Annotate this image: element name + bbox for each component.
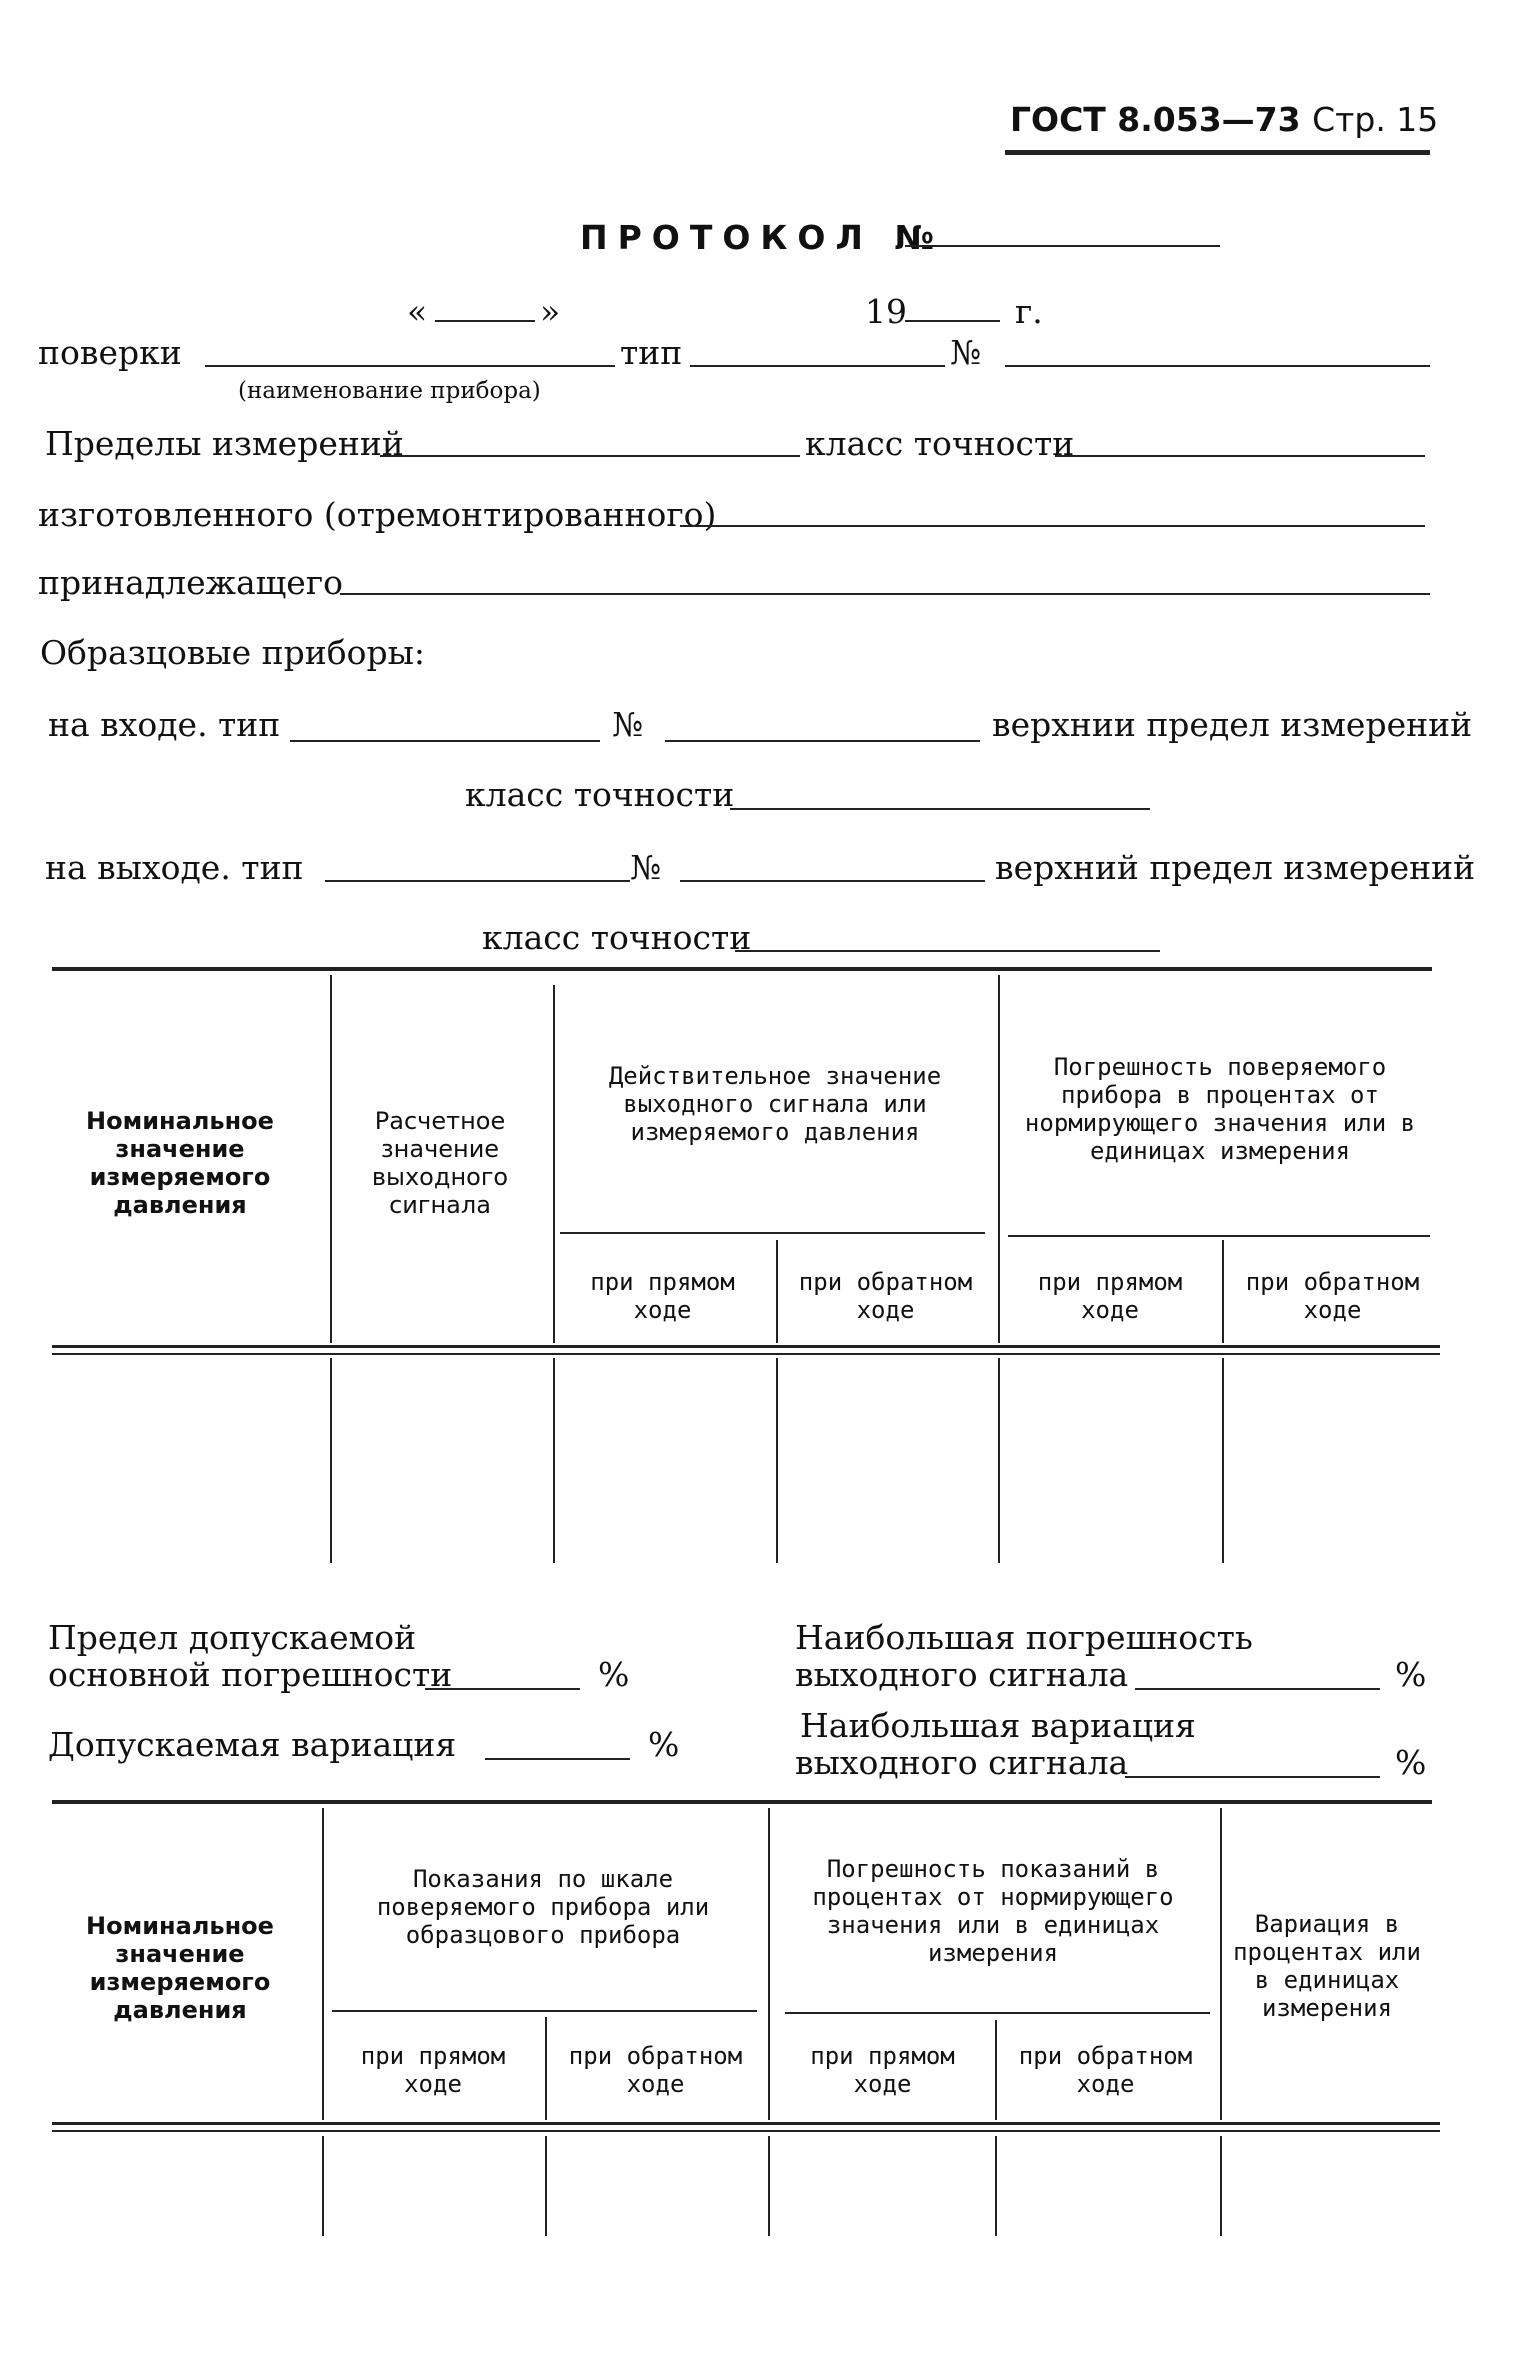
table2-sub-forward-1: при прямом ходе: [360, 2042, 506, 2098]
table1-sub-reverse-1: при обратном ходе: [798, 1268, 973, 1324]
table2-body-divider: [1220, 2136, 1222, 2236]
table2-divider: [768, 1808, 770, 2120]
limit-value-line[interactable]: [425, 1688, 580, 1690]
table2-sub-reverse-2: при обратном ходе: [1018, 2042, 1193, 2098]
variation-unit: %: [648, 1725, 680, 1764]
reference-devices-label: Образцовые приборы:: [40, 633, 426, 672]
manufactured-line[interactable]: [680, 525, 1425, 527]
output-type-line[interactable]: [325, 880, 630, 882]
accuracy-class-line[interactable]: [1055, 455, 1425, 457]
table2-col-readings: Показания по шкале поверяемого прибора или образцового прибора: [376, 1865, 710, 1949]
table2-sub-forward-2: при прямом ходе: [810, 2042, 955, 2098]
table2-header-bottom-rule: [52, 2130, 1440, 2132]
table1-sub-reverse-2: при обратном ходе: [1245, 1268, 1420, 1324]
table2-divider: [322, 1808, 324, 2120]
table1-divider: [1222, 1240, 1224, 1343]
number-line[interactable]: [1005, 365, 1430, 367]
table1-subheader-rule: [560, 1232, 985, 1234]
table2-col-variation: Вариация в процентах или в единицах измерения: [1233, 1910, 1421, 2022]
variation-label: Допускаемая вариация: [48, 1725, 457, 1764]
table1-col-calculated: Расчетное значение выходного сигнала: [371, 1107, 509, 1219]
max-error-label-line2: выходного сигнала: [795, 1655, 1129, 1694]
input-type-label: на входе. тип: [48, 705, 281, 744]
max-error-unit: %: [1395, 1655, 1427, 1694]
table2-subheader-rule: [332, 2010, 757, 2012]
limit-unit: %: [598, 1655, 630, 1694]
output-number-line[interactable]: [680, 880, 985, 882]
table1-subheader-rule: [1008, 1235, 1430, 1237]
table1-body-divider: [998, 1358, 1000, 1563]
table1-sub-forward-2: при прямом ходе: [1037, 1268, 1183, 1324]
header-rule: [1005, 150, 1430, 155]
table1-col-error: Погрешность поверяемого прибора в процентах от нормирующего значения или в единицах измерения: [1024, 1053, 1416, 1165]
input-type-line[interactable]: [290, 740, 600, 742]
table2-top-rule: [52, 1800, 1432, 1804]
table1-header-bottom-rule: [52, 1353, 1440, 1355]
table2-divider: [545, 2017, 547, 2120]
table2-sub-reverse-1: при обратном ходе: [568, 2042, 743, 2098]
table1-body-divider: [553, 1358, 555, 1563]
year-line[interactable]: [905, 320, 1000, 322]
max-variation-label-line2: выходного сигнала: [795, 1743, 1129, 1782]
table1-top-rule: [52, 967, 1432, 971]
measurement-limits-line[interactable]: [380, 455, 800, 457]
document-header: [1010, 100, 1438, 139]
verification-label: поверки: [38, 333, 182, 372]
input-accuracy-line[interactable]: [730, 808, 1150, 810]
date-day-line[interactable]: [435, 320, 535, 322]
belonging-label: принадлежащего: [38, 563, 343, 602]
type-line[interactable]: [690, 365, 945, 367]
type-label: тип: [620, 333, 683, 372]
date-open-quote: «: [407, 292, 428, 331]
year-prefix: 19: [865, 292, 907, 331]
table1-divider: [998, 975, 1000, 1343]
limit-label-line2: основной погрешности: [48, 1655, 453, 1694]
table2-body-divider: [768, 2136, 770, 2236]
measurement-limits-label: Пределы измерений: [45, 424, 404, 463]
max-variation-label-line1: Наибольшая вариация: [800, 1706, 1196, 1745]
max-error-label-line1: Наибольшая погрешность: [795, 1618, 1253, 1657]
table2-body-divider: [995, 2136, 997, 2236]
table1-divider: [330, 975, 332, 1343]
protocol-title: ПРОТОКОЛ №: [580, 218, 945, 257]
year-suffix: г.: [1015, 292, 1043, 331]
output-accuracy-label: класс точности: [482, 918, 752, 957]
device-name-caption: (наименование прибора): [238, 378, 541, 404]
max-variation-value-line[interactable]: [1125, 1776, 1380, 1778]
belonging-line[interactable]: [340, 593, 1430, 595]
table1-col-nominal: Номинальное значение измеряемого давления: [86, 1107, 274, 1219]
table1-header-bottom-rule: [52, 1345, 1440, 1348]
accuracy-class-label: класс точности: [805, 424, 1075, 463]
page-number: Стр. 15: [1312, 100, 1439, 139]
output-accuracy-line[interactable]: [735, 950, 1160, 952]
manufactured-label: изготовленного (отремонтированного): [38, 495, 717, 534]
table2-subheader-rule: [785, 2012, 1210, 2014]
date-close-quote: »: [540, 292, 561, 331]
gost-code: ГОСТ 8.053—73: [1010, 100, 1301, 139]
output-upper-limit-label: верхний предел измерений: [995, 848, 1476, 887]
table1-divider: [553, 985, 555, 1343]
output-type-label: на выходе. тип: [45, 848, 304, 887]
table1-sub-forward-1: при прямом ходе: [590, 1268, 735, 1324]
number-label: №: [950, 333, 982, 372]
table1-body-divider: [1222, 1358, 1224, 1563]
variation-value-line[interactable]: [485, 1758, 630, 1760]
table2-body-divider: [322, 2136, 324, 2236]
limit-label-line1: Предел допускаемой: [48, 1618, 417, 1657]
table2-divider: [995, 2020, 997, 2120]
table2-col-nominal: Номинальное значение измеряемого давления: [86, 1912, 274, 2024]
table1-body-divider: [330, 1358, 332, 1563]
table1-body-divider: [776, 1358, 778, 1563]
table2-body-divider: [545, 2136, 547, 2236]
max-error-value-line[interactable]: [1135, 1688, 1380, 1690]
input-number-label: №: [612, 705, 644, 744]
output-number-label: №: [630, 848, 662, 887]
input-accuracy-label: класс точности: [465, 775, 735, 814]
input-number-line[interactable]: [665, 740, 980, 742]
table2-col-error: Погрешность показаний в процентах от нормирующего значения или в единицах измерения: [812, 1855, 1174, 1967]
table1-col-actual: Действительное значение выходного сигнала или измеряемого давления: [608, 1062, 942, 1146]
max-variation-unit: %: [1395, 1743, 1427, 1782]
table2-header-bottom-rule: [52, 2122, 1440, 2125]
input-upper-limit-label: верхнии предел измерений: [992, 705, 1473, 744]
protocol-number-line[interactable]: [905, 245, 1220, 247]
device-name-line[interactable]: [205, 365, 615, 367]
